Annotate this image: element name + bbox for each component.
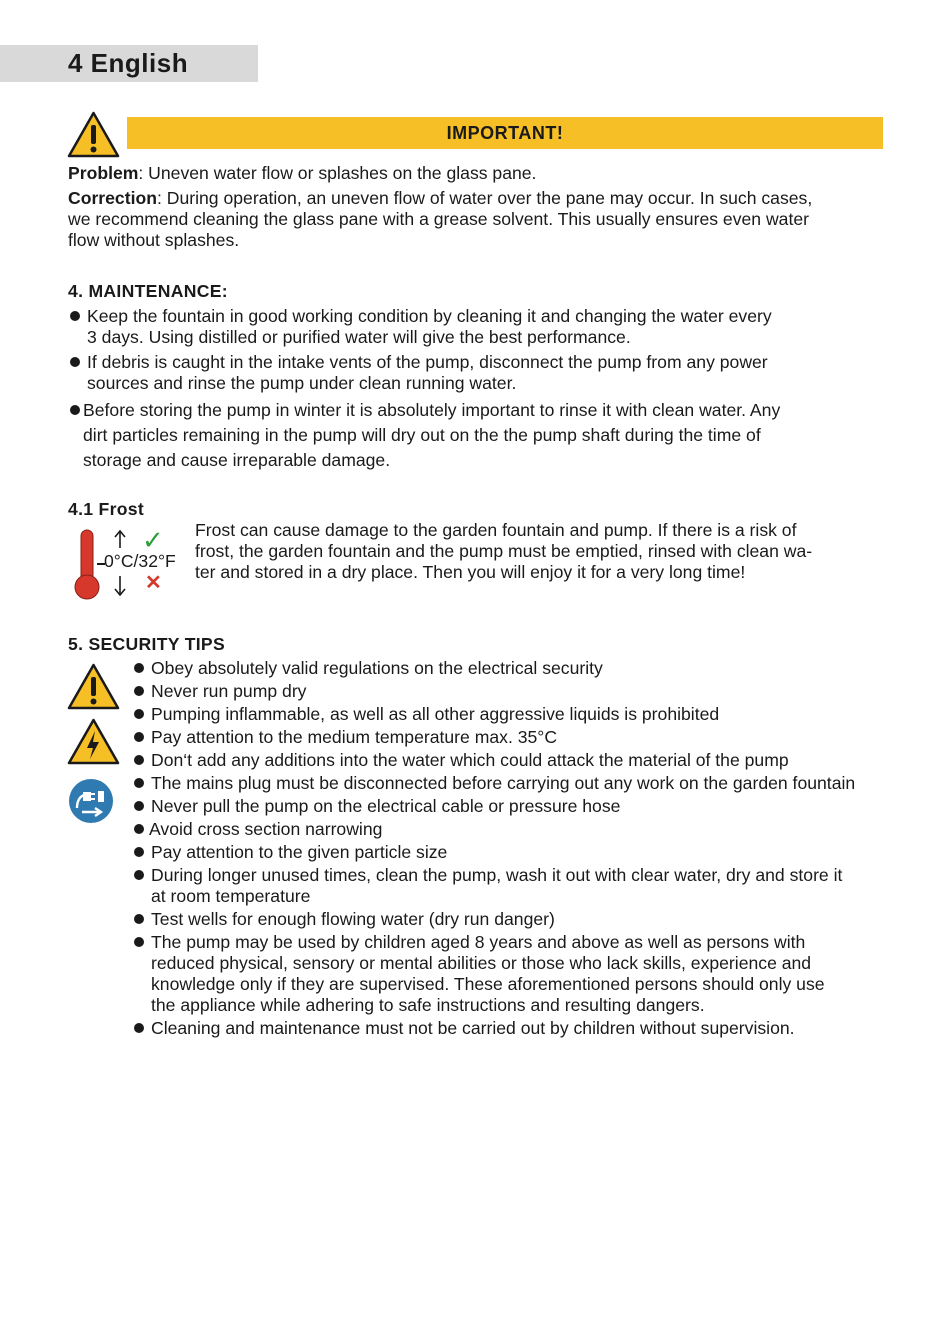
- list-item-text: Obey absolutely valid regulations on the electrical security: [151, 658, 603, 678]
- list-item: [132, 658, 892, 679]
- list-item-text: The pump may be used by children aged 8 years and above as well as persons with: [151, 932, 806, 952]
- list-item: [132, 1018, 892, 1039]
- check-icon: ✓: [142, 525, 164, 555]
- list-item: [68, 398, 898, 473]
- maintenance-list: [68, 306, 898, 477]
- electrical-hazard-icon: [67, 718, 120, 765]
- disconnect-mains-icon: [68, 778, 114, 824]
- list-item-text: During longer unused times, clean the pump, wash it out with clear water, dry and store it: [151, 865, 843, 885]
- list-item-text: knowledge only if they are supervised. These aforementioned persons should only use: [151, 974, 825, 994]
- list-item-text: sources and rinse the pump under clean running water.: [87, 373, 517, 393]
- frost-line: ter and stored in a dry place. Then you will enjoy it for a very long time!: [195, 562, 746, 582]
- page-header-tab: [0, 45, 258, 82]
- list-item: [68, 352, 898, 394]
- security-list: [132, 658, 892, 1041]
- list-item-text: at room temperature: [151, 886, 311, 906]
- page-title: 4 English: [68, 48, 189, 78]
- list-item-text: Cleaning and maintenance must not be carried out by children without supervision.: [151, 1018, 795, 1038]
- correction-line: we recommend cleaning the glass pane with a grease solvent. This usually ensures even water: [68, 209, 809, 229]
- maintenance-heading: 4. MAINTENANCE:: [68, 281, 228, 301]
- list-item: [132, 773, 892, 794]
- list-item: [132, 819, 892, 840]
- list-item-text: Pumping inflammable, as well as all other aggressive liquids is prohibited: [151, 704, 720, 724]
- correction-text: : During operation, an uneven flow of water over the pane may occur. In such cases,: [156, 188, 813, 208]
- security-heading: 5. SECURITY TIPS: [68, 634, 225, 654]
- list-item-text: Pay attention to the medium temperature max. 35°C: [151, 727, 558, 747]
- frost-heading: 4.1 Frost: [68, 499, 145, 519]
- list-item: [132, 681, 892, 702]
- list-item-text: Pay attention to the given particle size: [151, 842, 448, 862]
- cross-icon: ✕: [145, 572, 162, 594]
- list-item: [132, 727, 892, 748]
- frost-line: frost, the garden fountain and the pump must be emptied, rinsed with clean wa-: [195, 541, 813, 561]
- list-item: [132, 932, 892, 1016]
- list-item: [68, 306, 898, 348]
- list-item: [132, 865, 892, 907]
- list-item-text: reduced physical, sensory or mental abilities or those who lack skills, experience and: [151, 953, 812, 973]
- warning-triangle-icon: [67, 663, 120, 710]
- problem-text: : Uneven water flow or splashes on the glass pane.: [138, 163, 537, 183]
- list-item: [132, 750, 892, 771]
- list-item-text: The mains plug must be disconnected before carrying out any work on the garden fountain: [151, 773, 856, 793]
- list-item-text: Never pull the pump on the electrical cable or pressure hose: [151, 796, 621, 816]
- list-item-text: Avoid cross section narrowing: [149, 819, 383, 839]
- freezing-temperature: 0°C/32°F: [104, 551, 176, 571]
- important-banner: IMPORTANT!: [127, 117, 883, 149]
- problem-paragraph: [68, 163, 898, 184]
- list-item-text: Test wells for enough flowing water (dry run danger): [151, 909, 555, 929]
- problem-label: Problem: [68, 163, 139, 183]
- list-item: [132, 796, 892, 817]
- list-item: [132, 909, 892, 930]
- list-item-text: the appliance while adhering to safe instructions and resulting dangers.: [151, 995, 705, 1015]
- list-item-text: Before storing the pump in winter it is absolutely important to rinse it with clean water. Any: [83, 400, 781, 420]
- frost-line: Frost can cause damage to the garden fountain and pump. If there is a risk of: [195, 520, 797, 540]
- correction-paragraph: [68, 188, 898, 251]
- correction-label: Correction: [68, 188, 157, 208]
- list-item-text: If debris is caught in the intake vents of the pump, disconnect the pump from any power: [87, 352, 768, 372]
- list-item: [132, 842, 892, 863]
- frost-paragraph: [195, 520, 895, 583]
- list-item-text: storage and cause irreparable damage.: [83, 450, 391, 470]
- list-item-text: 3 days. Using distilled or purified water will give the best performance.: [87, 327, 631, 347]
- list-item-text: dirt particles remaining in the pump will dry out on the the pump shaft during the time of: [83, 425, 761, 445]
- list-item: [132, 704, 892, 725]
- correction-line: flow without splashes.: [68, 230, 240, 250]
- list-item-text: Never run pump dry: [151, 681, 307, 701]
- list-item-text: Don‘t add any additions into the water which could attack the material of the pump: [151, 750, 789, 770]
- warning-triangle-icon: [67, 111, 120, 158]
- list-item-text: Keep the fountain in good working condition by cleaning it and changing the water every: [87, 306, 772, 326]
